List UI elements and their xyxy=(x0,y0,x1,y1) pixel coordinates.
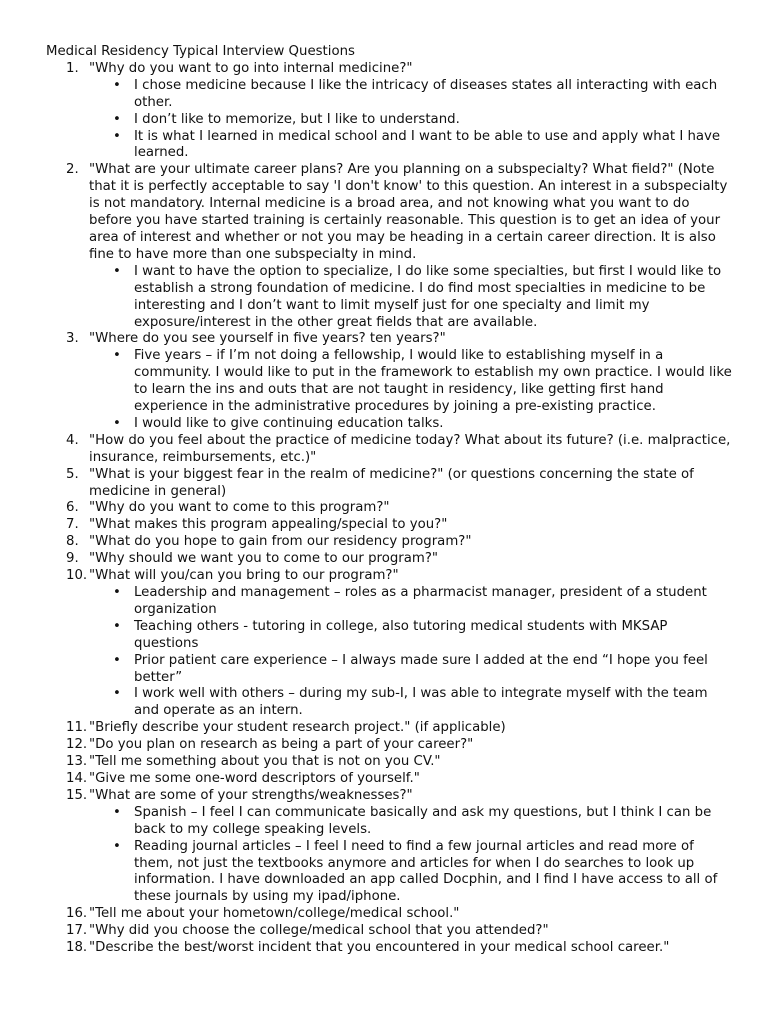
question-item xyxy=(46,737,736,754)
answer-bullet-list xyxy=(89,585,736,720)
question-text: "How do you feel about the practice of medicine today? What about its future? (i.e. malpractice, insurance, reimbursements, etc.)" xyxy=(89,432,731,465)
question-text: "What is your biggest fear in the realm of medicine?" (or questions concerning the state of medicine in general) xyxy=(89,466,694,499)
question-item xyxy=(46,906,736,923)
question-number: 6. xyxy=(66,500,79,516)
question-text: "What will you/can you bring to our program?" xyxy=(89,568,399,584)
question-number: 10. xyxy=(66,568,88,584)
answer-bullet: • I would like to give continuing education talks. xyxy=(89,416,736,433)
question-text: "Tell me something about you that is not on you CV." xyxy=(89,754,441,770)
question-item xyxy=(46,551,736,568)
answer-bullet-list xyxy=(89,805,736,906)
question-text: "Describe the best/worst incident that you encountered in your medical school career." xyxy=(89,940,670,956)
question-item xyxy=(46,534,736,551)
question-list xyxy=(46,61,736,957)
question-number: 12. xyxy=(66,737,88,753)
answer-bullet: • Teaching others - tutoring in college, also tutoring medical students with MKSAP questions xyxy=(89,619,736,653)
question-text: "What do you hope to gain from our residency program?" xyxy=(89,534,472,550)
question-text: "Where do you see yourself in five years? ten years?" xyxy=(89,331,446,347)
question-text: "Why should we want you to come to our program?" xyxy=(89,551,439,567)
answer-bullet-list xyxy=(89,264,736,332)
question-number: 3. xyxy=(66,331,79,347)
question-text: "Do you plan on research as being a part of your career?" xyxy=(89,737,474,753)
question-number: 13. xyxy=(66,754,88,770)
question-number: 5. xyxy=(66,466,79,482)
question-text: "Why did you choose the college/medical school that you attended?" xyxy=(89,923,549,939)
answer-bullet: • Prior patient care experience – I always made sure I added at the end “I hope you feel better” xyxy=(89,653,736,687)
question-item xyxy=(46,61,736,162)
question-text: "What are some of your strengths/weaknesses?" xyxy=(89,787,413,803)
question-item xyxy=(46,162,736,331)
question-item xyxy=(46,568,736,720)
question-text: "Why do you want to come to this program?" xyxy=(89,500,390,516)
question-item xyxy=(46,923,736,940)
answer-bullet: • Reading journal articles – I feel I need to find a few journal articles and read more of them, not just the textbooks anymore and articles for when I do searches to look up information. I have downloaded an app called Docphin, and I find I have access to all of these journals by using my ipad/iphone. xyxy=(89,839,736,907)
question-number: 2. xyxy=(66,162,79,178)
question-number: 8. xyxy=(66,534,79,550)
question-number: 16. xyxy=(66,906,88,922)
question-text: "Briefly describe your student research project." (if applicable) xyxy=(89,720,506,736)
question-number: 11. xyxy=(66,720,88,736)
document-page xyxy=(46,44,736,957)
question-number: 17. xyxy=(66,923,88,939)
answer-bullet: • Spanish – I feel I can communicate basically and ask my questions, but I think I can be back to my college speaking levels. xyxy=(89,805,736,839)
answer-bullet: • I want to have the option to specialize, I do like some specialties, but first I would like to establish a strong foundation of medicine. I do find most specialties in medicine to be interesting and I don’t want to limit myself just for one specialty and limit my exposure/interest in the other great fields that are available. xyxy=(89,264,736,332)
question-item xyxy=(46,754,736,771)
question-number: 7. xyxy=(66,517,79,533)
question-number: 18. xyxy=(66,940,88,956)
answer-bullet: • It is what I learned in medical school and I want to be able to use and apply what I have learned. xyxy=(89,129,736,163)
answer-bullet-list xyxy=(89,78,736,163)
question-text: "What are your ultimate career plans? Are you planning on a subspecialty? What field?" (Note that it is perfectly acceptable to say 'I don't know' to this question. An interest in a subspecialty is not mandatory. Internal medicine is a broad area, and not knowing what you want to do before you have started training is certainly reasonable. This question is to get an idea of your area of interest and whether or not you may be heading in a certain career direction. It is also fine to have more than one subspecialty in mind. xyxy=(89,162,728,262)
question-number: 1. xyxy=(66,60,79,76)
question-item xyxy=(46,467,736,501)
question-text: "Give me some one-word descriptors of yourself." xyxy=(89,770,420,786)
answer-bullet: • Leadership and management – roles as a pharmacist manager, president of a student organization xyxy=(89,585,736,619)
question-number: 14. xyxy=(66,770,88,786)
question-item xyxy=(46,788,736,906)
answer-bullet-list xyxy=(89,348,736,433)
question-item xyxy=(46,500,736,517)
question-item xyxy=(46,720,736,737)
document-title: Medical Residency Typical Interview Questions xyxy=(46,44,355,59)
question-text: "Why do you want to go into internal medicine?" xyxy=(89,60,413,76)
question-number: 4. xyxy=(66,432,79,448)
question-text: "Tell me about your hometown/college/medical school." xyxy=(89,906,460,922)
question-item xyxy=(46,433,736,467)
answer-bullet: • I don’t like to memorize, but I like to understand. xyxy=(89,112,736,129)
question-number: 9. xyxy=(66,551,79,567)
question-item xyxy=(46,940,736,957)
question-item xyxy=(46,771,736,788)
answer-bullet: • I chose medicine because I like the intricacy of diseases states all interacting with each other. xyxy=(89,78,736,112)
question-text: "What makes this program appealing/special to you?" xyxy=(89,517,448,533)
question-item xyxy=(46,517,736,534)
question-number: 15. xyxy=(66,787,88,803)
answer-bullet: • Five years – if I’m not doing a fellowship, I would like to establishing myself in a community. I would like to put in the framework to establish my own practice. I would like to learn the ins and outs that are not taught in residency, like getting first hand experience in the administrative procedures by joining a pre-existing practice. xyxy=(89,348,736,416)
question-item xyxy=(46,331,736,432)
answer-bullet: • I work well with others – during my sub-I, I was able to integrate myself with the team and operate as an intern. xyxy=(89,686,736,720)
